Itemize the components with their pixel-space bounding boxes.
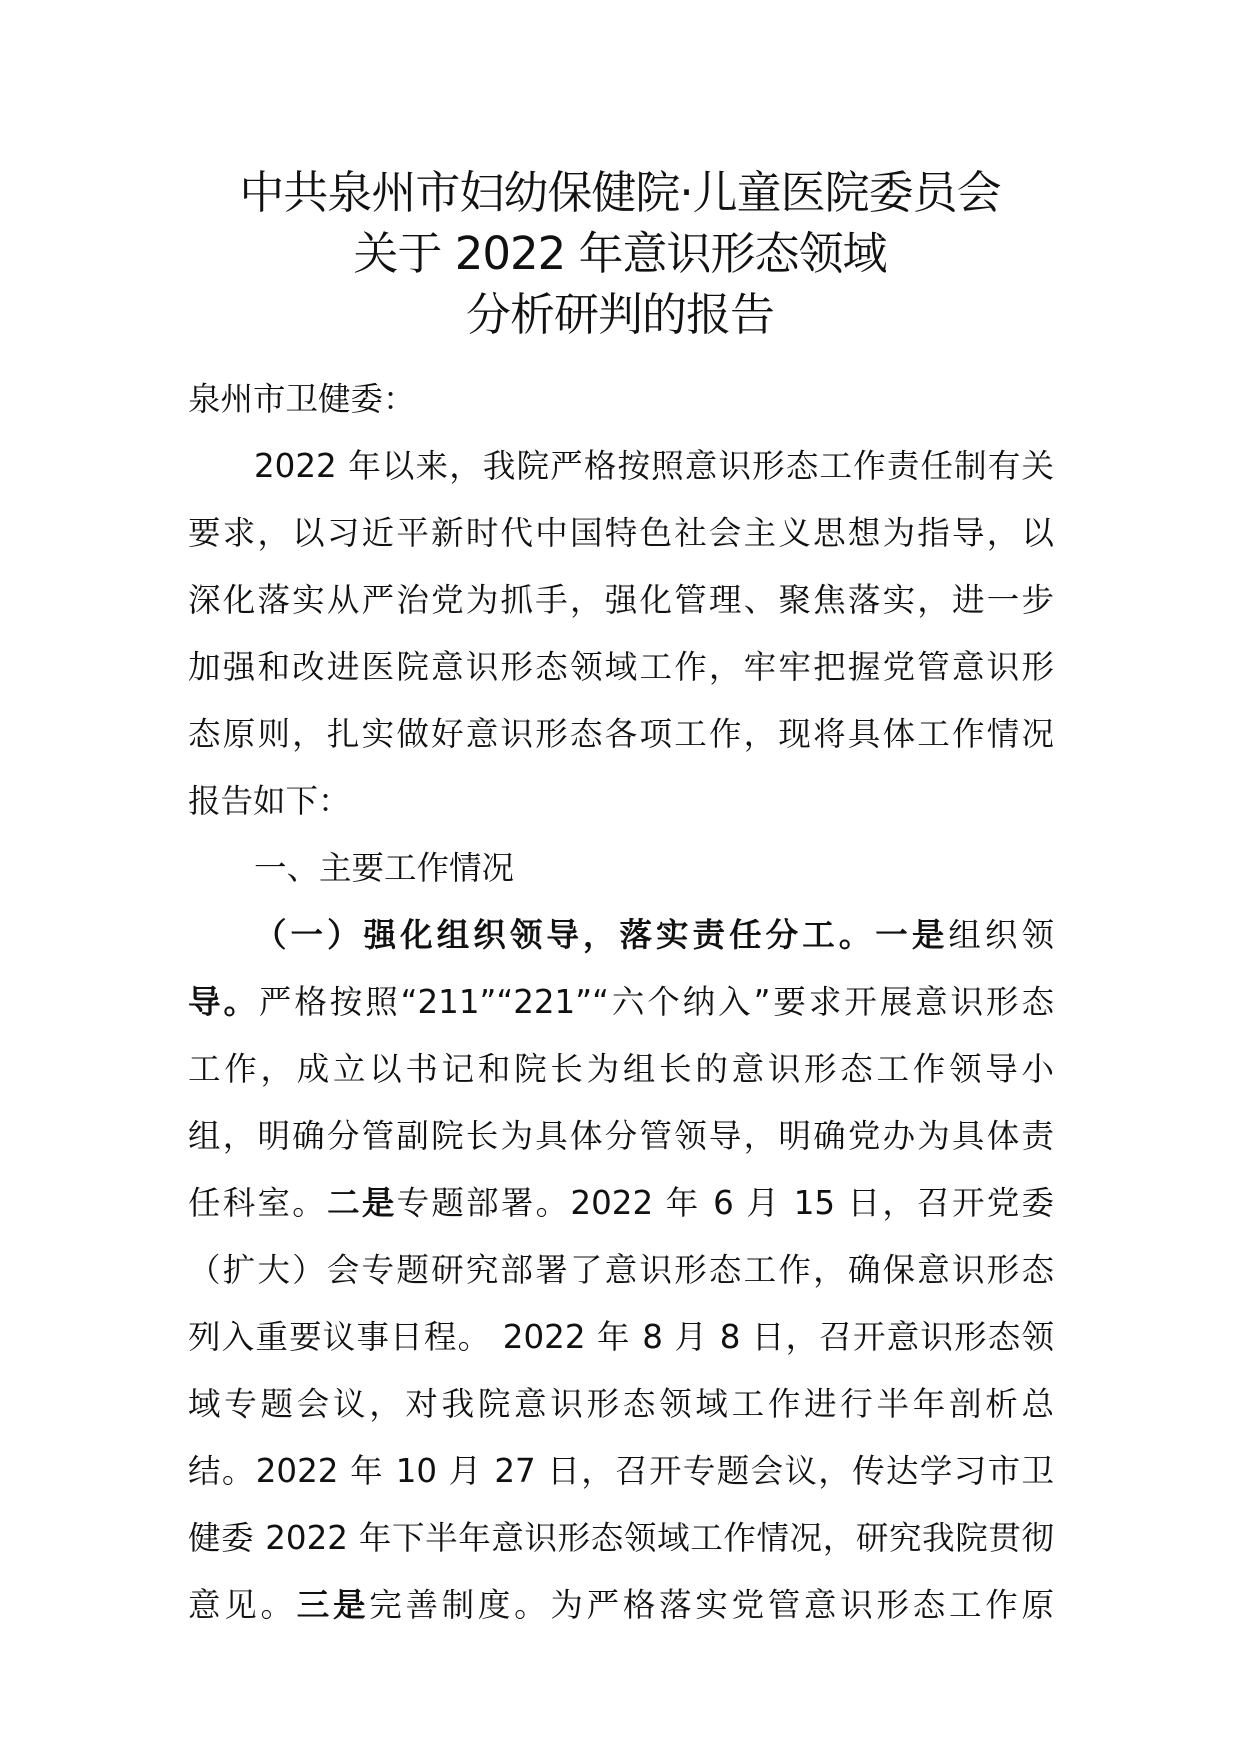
- intro-line: 态原则，扎实做好意识形态各项工作，现将具体工作情况: [188, 715, 1054, 753]
- paragraph-line: 健委 2022 年下半年意识形态领域工作情况，研究我院贯彻: [188, 1519, 1054, 1557]
- paragraph-line: [188, 1572, 1054, 1639]
- subheading-bold: （一）强化组织领导，落实责任分工。一是: [254, 916, 949, 954]
- intro-line: 加强和改进医院意识形态领域工作，牢牢把握党管意识形: [188, 648, 1054, 686]
- section-heading: 一、主要工作情况: [254, 849, 515, 887]
- paragraph-line: [188, 1170, 1054, 1237]
- paragraph-line: 域专题会议，对我院意识形态领域工作进行半年剖析总: [188, 1385, 1054, 1423]
- paragraph-line: [188, 902, 1054, 969]
- text-run: 任科室。: [188, 1184, 328, 1222]
- text-bold: 二是: [327, 1184, 397, 1222]
- text-run: 组织领: [948, 916, 1054, 954]
- paragraph-line: （扩大）会专题研究部署了意识形态工作，确保意识形态: [188, 1251, 1054, 1289]
- intro-line: 要求，以习近平新时代中国特色社会主义思想为指导，以: [188, 514, 1054, 552]
- paragraph-line: 结。2022 年 10 月 27 日，召开专题会议，传达学习市卫: [188, 1452, 1054, 1490]
- paragraph-line: 列入重要议事日程。 2022 年 8 月 8 日，召开意识形态领: [188, 1318, 1054, 1356]
- document-title: [0, 162, 1240, 345]
- text-run: 意见。: [188, 1586, 297, 1624]
- paragraph-line: 工作，成立以书记和院长为组长的意识形态工作领导小: [188, 1050, 1054, 1088]
- intro-line: 报告如下：: [188, 782, 351, 820]
- text-bold: 导。: [188, 983, 259, 1021]
- text-run: 严格按照“211”“221”“六个纳入”要求开展意识形态: [258, 983, 1054, 1021]
- paragraph-line: [188, 969, 1054, 1036]
- title-line-3: 分析研判的报告: [465, 288, 774, 341]
- intro-line: 深化落实从严治党为抓手，强化管理、聚焦落实，进一步: [188, 581, 1054, 619]
- salutation: 泉州市卫健委：: [188, 380, 416, 418]
- intro-line: 2022 年以来，我院严格按照意识形态工作责任制有关: [254, 447, 1054, 485]
- document-body: [188, 366, 1054, 1639]
- title-line-1: 中共泉州市妇幼保健院·儿童医院委员会: [239, 166, 1001, 219]
- title-line-2: 关于 2022 年意识形态领域: [353, 227, 887, 280]
- text-bold: 三是: [296, 1586, 370, 1624]
- text-run: 专题部署。2022 年 6 月 15 日，召开党委: [396, 1184, 1054, 1222]
- text-run: 完善制度。为严格落实党管意识形态工作原: [369, 1586, 1054, 1624]
- paragraph-line: 组，明确分管副院长为具体分管领导，明确党办为具体责: [188, 1117, 1054, 1155]
